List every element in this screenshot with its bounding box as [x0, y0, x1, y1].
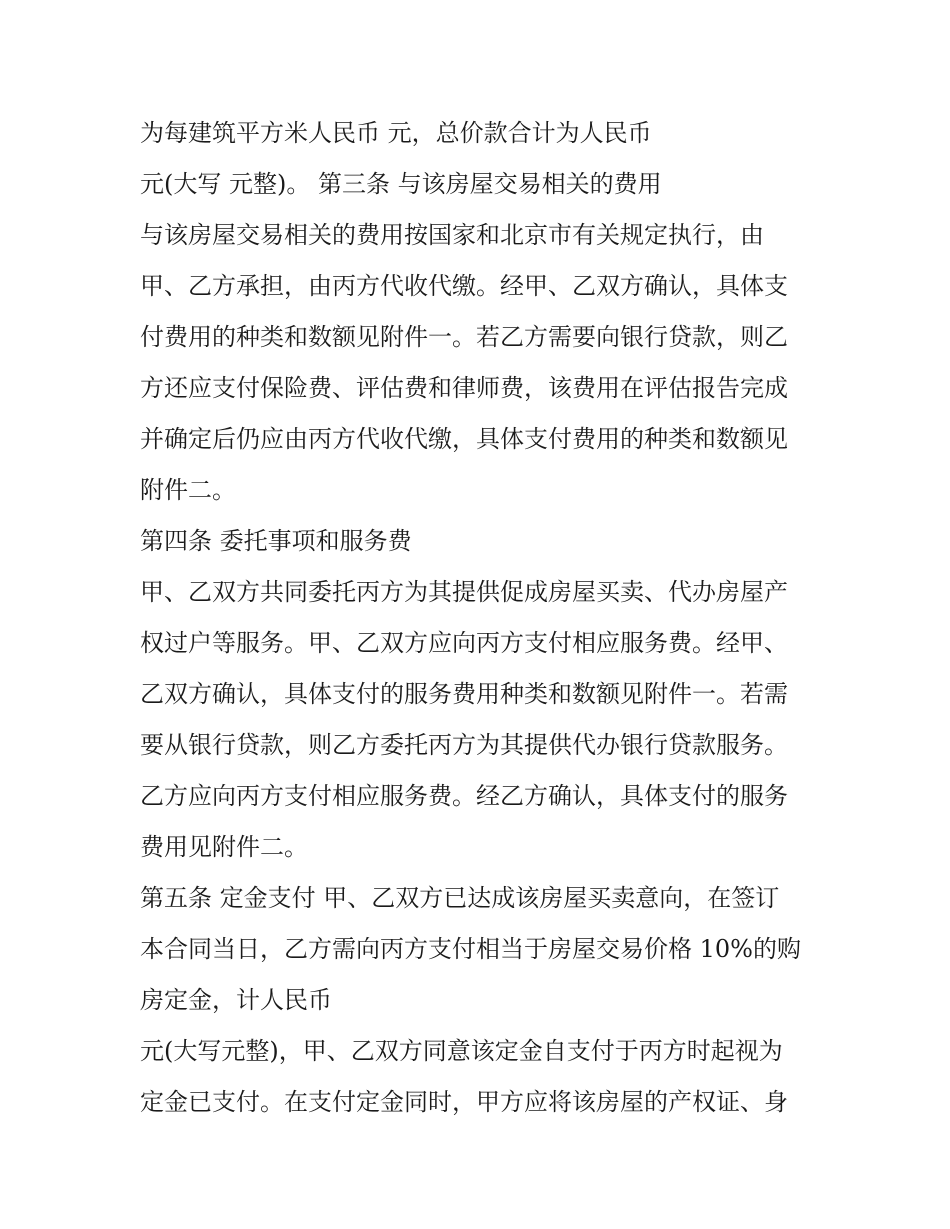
- text-line: 并确定后仍应由丙方代收代缴，具体支付费用的种类和数额见: [140, 425, 788, 453]
- document-body: [140, 108, 820, 1128]
- text-line: 与该房屋交易相关的费用按国家和北京市有关规定执行，由: [140, 221, 764, 249]
- text-line: 方还应支付保险费、评估费和律师费，该费用在评估报告完成: [140, 374, 788, 402]
- text-line: 乙方应向丙方支付相应服务费。经乙方确认，具体支付的服务: [140, 782, 788, 810]
- text-line: 附件二。: [140, 476, 236, 504]
- text-line: 要从银行贷款，则乙方委托丙方为其提供代办银行贷款服务。: [140, 731, 788, 759]
- text-line: 元(大写 元整)。 第三条 与该房屋交易相关的费用: [140, 170, 662, 198]
- text-line: 权过户等服务。甲、乙双方应向丙方支付相应服务费。经甲、: [140, 629, 788, 657]
- section-heading-4: 第四条 委托事项和服务费: [140, 527, 412, 555]
- text-line: 元(大写元整)，甲、乙双方同意该定金自支付于丙方时起视为: [140, 1037, 783, 1065]
- section-heading-5: 第五条 定金支付 甲、乙双方已达成该房屋买卖意向，在签订: [140, 884, 780, 912]
- text-line: 定金已支付。在支付定金同时，甲方应将该房屋的产权证、身: [140, 1088, 788, 1116]
- text-line: 甲、乙方承担，由丙方代收代缴。经甲、乙双方确认，具体支: [140, 272, 788, 300]
- text-line: 为每建筑平方米人民币 元，总价款合计为人民币: [140, 119, 652, 147]
- text-line: 费用见附件二。: [140, 833, 308, 861]
- text-line: 乙双方确认，具体支付的服务费用种类和数额见附件一。若需: [140, 680, 788, 708]
- text-line: 本合同当日，乙方需向丙方支付相当于房屋交易价格 10%的购: [140, 935, 801, 963]
- text-line: 甲、乙双方共同委托丙方为其提供促成房屋买卖、代办房屋产: [140, 578, 788, 606]
- text-line: 付费用的种类和数额见附件一。若乙方需要向银行贷款，则乙: [140, 323, 788, 351]
- text-line: 房定金，计人民币: [140, 986, 332, 1014]
